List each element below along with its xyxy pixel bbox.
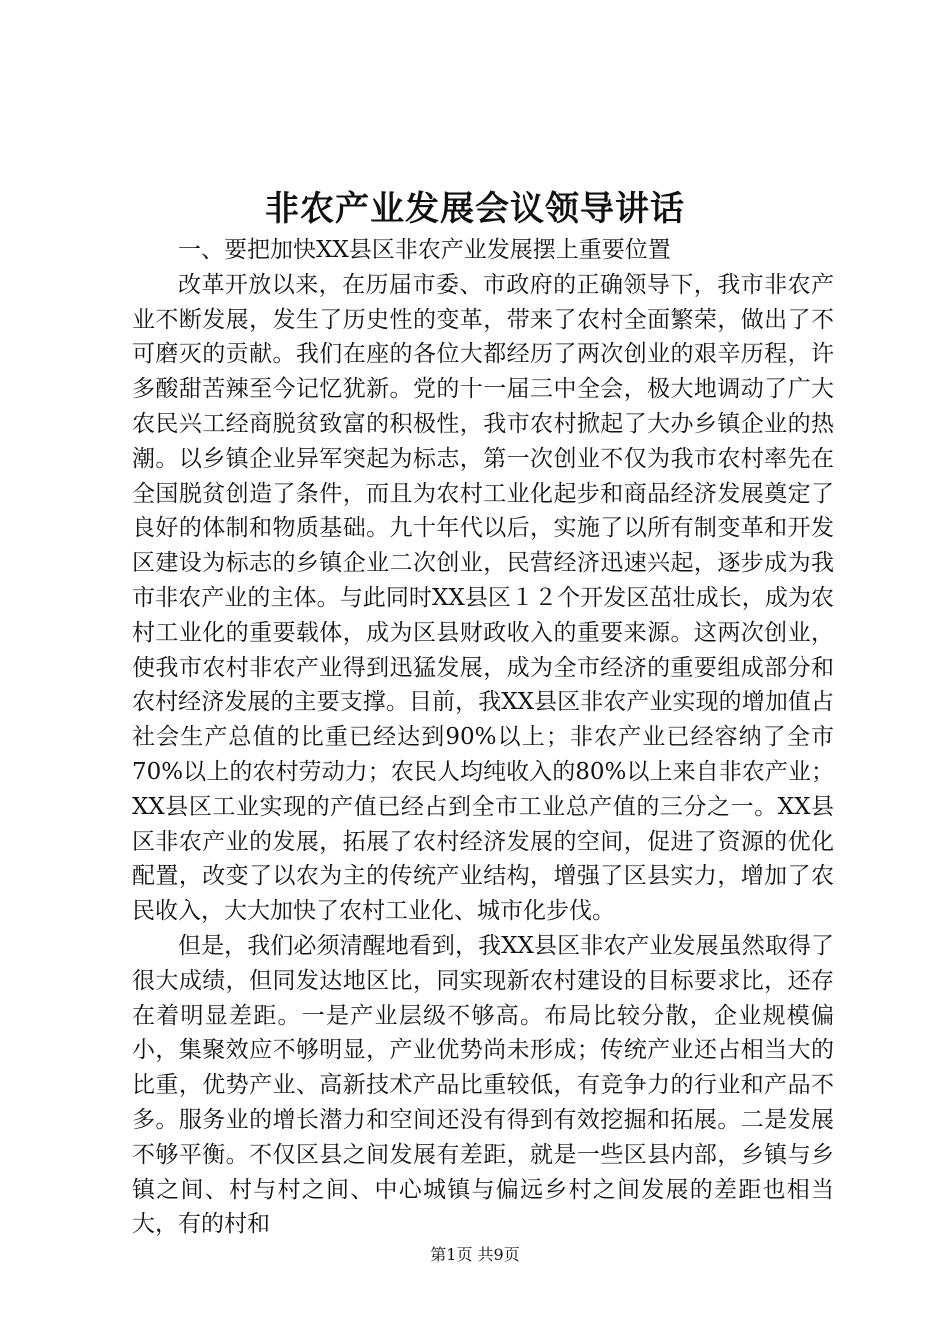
page-number-footer: 第1页 共9页 [430,1245,520,1264]
body-paragraph: 改革开放以来，在历届市委、市政府的正确领导下，我市非农产业不断发展，发生了历史性的变革，带来了农村全面繁荣，做出了不可磨灭的贡献。我们在座的各位大都经历了两次创业的艰辛历程，许多酸甜苦辣至今记忆犹新。党的十一届三中全会，极大地调动了广大农民兴工经商脱贫致富的积极性，我市农村掀起了大办乡镇企业的热潮。以乡镇企业异军突起为标志，第一次创业不仅为我市农村率先在全国脱贫创造了条件，而且为农村工业化起步和商品经济发展奠定了良好的体制和物质基础。九十年代以后，实施了以所有制变革和开发区建设为标志的乡镇企业二次创业，民营经济迅速兴起，逐步成为我市非农产业的主体。与此同时XX县区１２个开发区茁壮成长，成为农村工业化的重要载体，成为区县财政收入的重要来源。这两次创业，使我市农村非农产业得到迅猛发展，成为全市经济的重要组成部分和农村经济发展的主要支撑。目前，我XX县区非农产业实现的增加值占社会生产总值的比重已经达到90%以上；非农产业已经容纳了全市70%以上的农村劳动力；农民人均纯收入的80%以上来自非农产业；XX县区工业实现的产值已经占到全市工业总产值的三分之一。XX县区非农产业的发展，拓展了农村经济发展的空间，促进了资源的优化配置，改变了以农为主的传统产业结构，增强了区县实力，增加了农民收入，大大加快了农村工业化、城市化步伐。 [132,271,834,925]
document-title: 非农产业发展会议领导讲话 [265,189,685,229]
section-heading: 一、要把加快XX县区非农产业发展摆上重要位置 [178,237,671,263]
body-paragraph: 但是，我们必须清醒地看到，我XX县区非农产业发展虽然取得了很大成绩，但同发达地区比，同实现新农村建设的目标要求比，还存在着明显差距。一是产业层级不够高。布局比较分散，企业规模偏小，集聚效应不够明显，产业优势尚未形成；传统产业还占相当大的比重，优势产业、高新技术产品比重较低，有竞争力的行业和产品不多。服务业的增长潜力和空间还没有得到有效挖掘和拓展。二是发展不够平衡。不仅区县之间发展有差距，就是一些区县内部，乡镇与乡镇之间、村与村之间、中心城镇与偏远乡村之间发展的差距也相当大，有的村和 [132,932,834,1238]
document-body [132,233,834,1242]
